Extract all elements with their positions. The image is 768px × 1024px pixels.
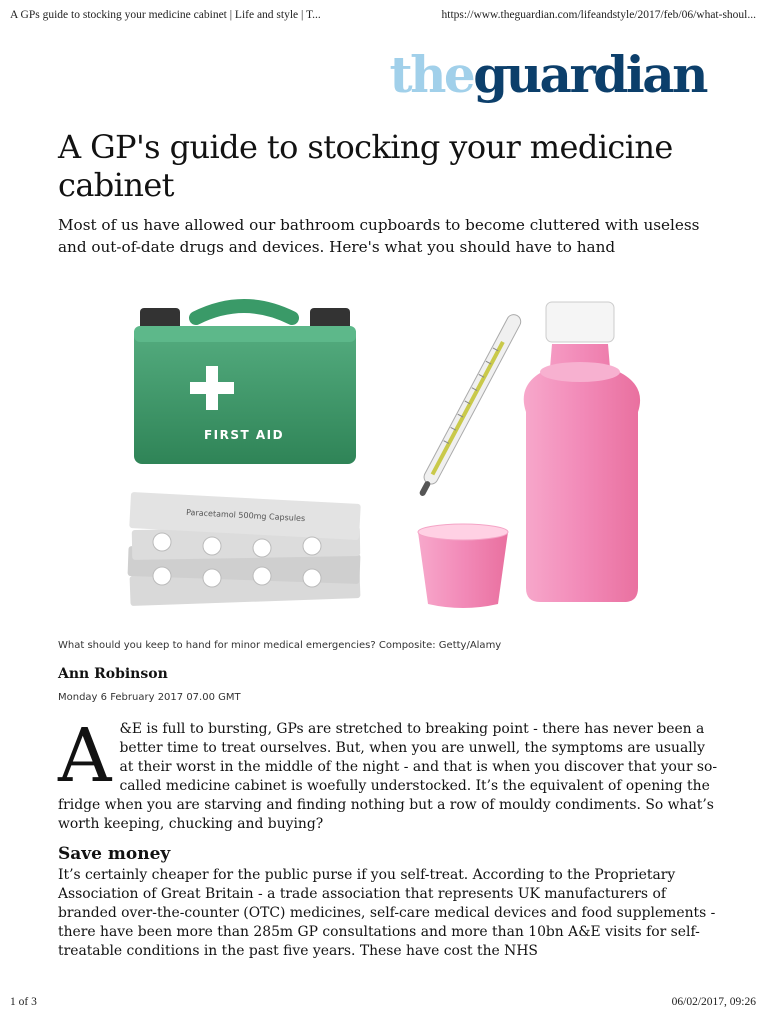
article-paragraph-1	[58, 713, 718, 834]
first-aid-kit	[134, 306, 356, 464]
page-number: 1 of 3	[10, 996, 37, 1008]
print-footer	[10, 996, 756, 1010]
logo-guardian: guardian	[473, 45, 706, 104]
print-header-url: https://www.theguardian.com/lifeandstyle/2017/feb/06/what-shoul...	[441, 9, 756, 21]
article-paragraph-2: It’s certainly cheaper for the public purse if you self-treat. According to the Proprietary Association of Great Britain - a trade association that represents UK manufacturers of branded over-the-counter (OTC) medicines, self-care medical devices and food supplements - there have been more than 285m GP consultations and more than 10bn A&E visits for self-treatable conditions in the past five years. These have cost the NHS	[58, 867, 716, 959]
logo-the: the	[389, 45, 474, 104]
print-datetime: 06/02/2017, 09:26	[671, 996, 756, 1008]
medicine-cup	[418, 524, 508, 608]
section-subhead: Save money	[58, 844, 171, 864]
drop-cap: A	[58, 713, 112, 799]
print-header	[10, 9, 756, 25]
hero-image	[58, 272, 710, 634]
guardian-logo[interactable]	[389, 45, 706, 104]
byline-author-link[interactable]: Ann Robinson	[58, 666, 168, 682]
article-standfirst: Most of us have allowed our bathroom cupboards to become cluttered with useless and out-of-date drugs and devices. Here's what you should have to hand	[58, 216, 700, 256]
image-caption: What should you keep to hand for minor medical emergencies? Composite: Getty/Alamy	[58, 640, 502, 651]
blister-packs	[128, 492, 361, 606]
paragraph-1-text: &E is full to bursting, GPs are stretched to breaking point - there has never been a better time to treat ourselves. But, when you are unwell, the symptoms are usually at their worst in the middle of the night - and that is when you discover that your so-called medicine cabinet is woefully understocked. It’s the equivalent of opening the fridge when you are starving and finding nothing but a row of mouldy condiments. So what’s worth keeping, chucking and buying?	[58, 721, 718, 832]
thermometer	[415, 312, 523, 499]
syrup-bottle	[524, 302, 640, 602]
first-aid-label: FIRST AID	[203, 428, 285, 442]
hero-composite-illustration	[58, 272, 710, 634]
blister-text: Paracetamol 500mg Capsules	[185, 507, 306, 524]
article-headline: A GP's guide to stocking your medicine cabinet	[58, 128, 673, 204]
print-header-title: A GPs guide to stocking your medicine cabinet | Life and style | T...	[10, 9, 321, 21]
publish-date: Monday 6 February 2017 07.00 GMT	[58, 692, 241, 703]
